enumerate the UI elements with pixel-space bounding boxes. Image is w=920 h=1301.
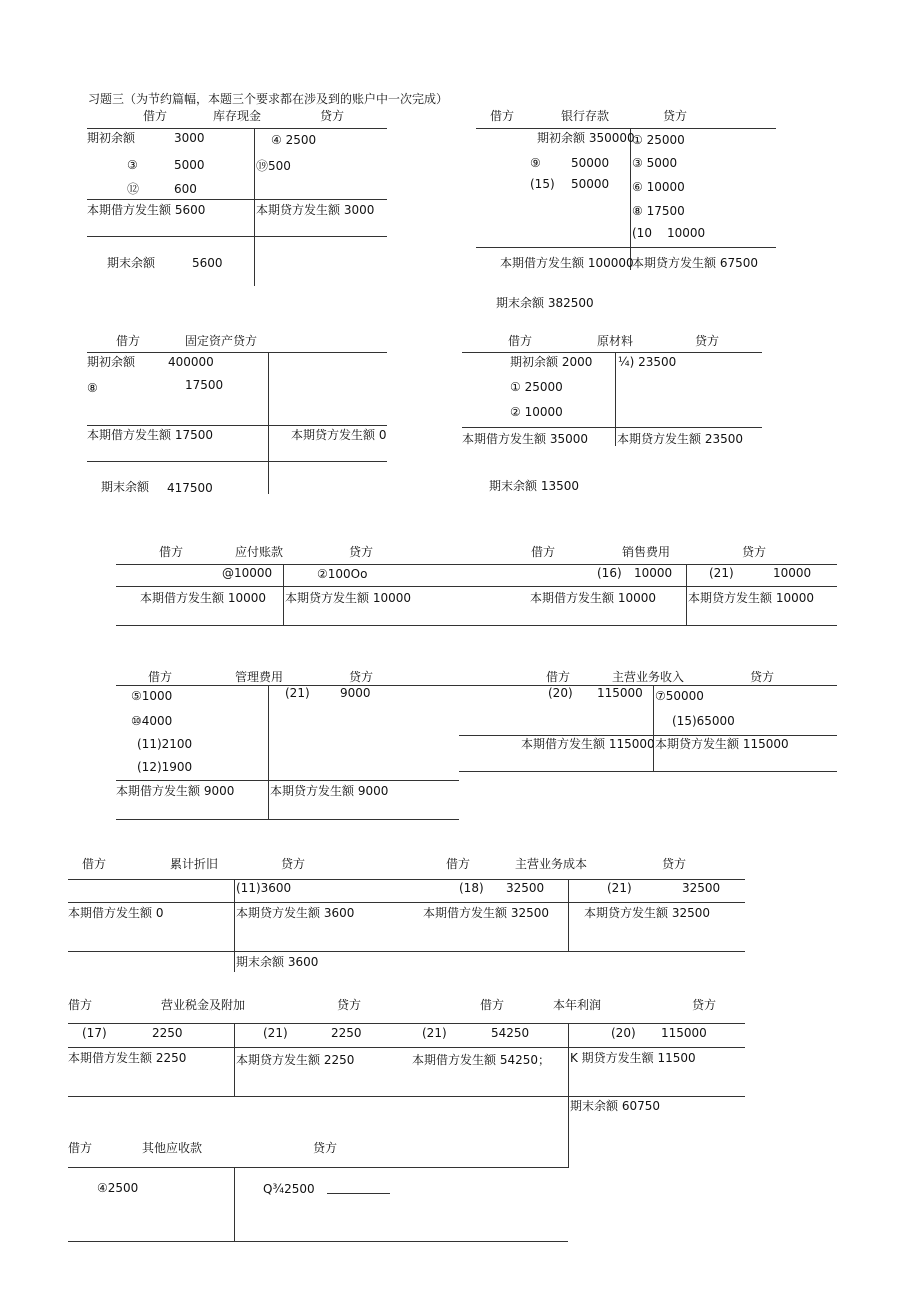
ending-balance-value: 417500 (167, 481, 213, 495)
debit-total: 本期借方发生额 32500 (423, 906, 549, 920)
totals-line (87, 199, 387, 200)
credit-header: 贷方 (695, 334, 720, 348)
totals-line (116, 780, 459, 781)
t-account-divider (630, 128, 631, 270)
credit-header: 贷方 (281, 857, 306, 871)
debit-entry-mark: ⑨ (530, 156, 541, 170)
credit-entry-value: 9000 (340, 686, 371, 700)
debit-header: 借方 (508, 334, 533, 348)
debit-entry-mark: (20) (548, 686, 573, 700)
credit-total: 本期贷方发生额 3000 (256, 203, 375, 217)
debit-header: 借方 (446, 857, 471, 871)
debit-total: 本期借方发生额 35000 (462, 432, 588, 446)
ending-balance-label: 期末余额 (107, 256, 156, 270)
credit-entry: ④ 2500 (271, 133, 317, 147)
debit-total: 本期借方发生额 100000 (500, 256, 634, 270)
credit-entry-mark: (21) (285, 686, 310, 700)
credit-header: 贷方 (750, 670, 775, 684)
debit-total: 本期借方发生额 9000 (116, 784, 235, 798)
account-name: 银行存款 (561, 109, 610, 123)
account-name: 原材料 (597, 334, 634, 348)
balance-line (87, 236, 387, 237)
t-account-top-line (68, 1023, 408, 1024)
credit-header: 贷方 (692, 998, 717, 1012)
credit-header: 贷方 (663, 109, 688, 123)
t-account-divider (615, 352, 616, 446)
debit-header: 借方 (116, 334, 141, 348)
t-account-top-line (462, 352, 762, 353)
credit-total: 本期贷方发生额 2250 (236, 1053, 355, 1067)
debit-total: 本期借方发生额 17500 (87, 428, 213, 442)
t-account-divider (234, 879, 235, 972)
ending-balance: 期末余额 13500 (489, 479, 579, 493)
debit-entry: ⑩4000 (131, 714, 173, 728)
t-account-top-line (68, 879, 418, 880)
debit-entry-mark: ③ (127, 158, 138, 172)
t-account-divider (268, 685, 269, 819)
credit-total: 本期贷方发生额 10000 (285, 591, 411, 605)
bottom-line (459, 771, 837, 772)
credit-total: 本期贷方发生额 23500 (617, 432, 743, 446)
debit-header: 借方 (143, 109, 168, 123)
bottom-line (519, 625, 837, 626)
credit-entry: ¼) 23500 (618, 355, 677, 369)
credit-total: K 期贷方发生额 11500 (570, 1051, 696, 1065)
totals-line (408, 1047, 745, 1048)
bottom-line (68, 1241, 568, 1242)
page-title: 习题三（为节约篇幅，本题三个要求都在涉及到的账户中一次完成） (88, 92, 449, 106)
credit-header: 贷方 (320, 109, 345, 123)
t-account-divider (268, 352, 269, 494)
ending-balance-label: 期末余额 (101, 480, 150, 494)
credit-header: 贷方 (742, 545, 767, 559)
credit-entry-value: 115000 (661, 1026, 707, 1040)
debit-header: 借方 (148, 670, 173, 684)
debit-entry-mark: ⑫ (127, 182, 140, 196)
debit-entry-mark: (17) (82, 1026, 107, 1040)
t-account-top-line (87, 128, 387, 129)
t-account-divider (234, 1167, 235, 1241)
debit-entry-value: 17500 (185, 378, 224, 392)
debit-header: 借方 (546, 670, 571, 684)
credit-header: 贷方 (349, 545, 374, 559)
credit-total: 本期贷方发生额 3600 (236, 906, 355, 920)
debit-entry-value: 2250 (152, 1026, 183, 1040)
debit-entry-value: 600 (174, 182, 197, 196)
debit-entry-value: 32500 (506, 881, 545, 895)
credit-entry-mark: (20) (611, 1026, 636, 1040)
totals-line (68, 902, 418, 903)
t-account-divider (653, 685, 654, 771)
debit-entry-value: 54250 (491, 1026, 530, 1040)
credit-total: 本期贷方发生额 10000 (688, 591, 814, 605)
bottom-line (418, 951, 745, 952)
debit-header: 借方 (68, 998, 93, 1012)
debit-entry: @10000 (222, 566, 273, 580)
totals-line (418, 902, 745, 903)
t-account-top-line (408, 1023, 745, 1024)
t-account-divider (234, 1023, 235, 1096)
totals-line (462, 427, 762, 428)
credit-entry-mark: (21) (709, 566, 734, 580)
opening-balance-label: 期初余额 (87, 355, 136, 369)
totals-line (459, 735, 837, 736)
credit-total: 本期贷方发生额 0 (291, 428, 387, 442)
debit-total: 本期借方发生额 54250； (412, 1053, 550, 1067)
credit-entry: ②100Oo (317, 567, 368, 581)
debit-entry-mark: (21) (422, 1026, 447, 1040)
credit-entry: ⑥ 10000 (632, 180, 685, 194)
debit-entry: (12)1900 (137, 760, 193, 774)
account-name: 库存现金 (213, 109, 262, 123)
bottom-line (68, 951, 418, 952)
credit-header: 贷方 (662, 857, 687, 871)
opening-balance: 期初余额 350000 (537, 131, 635, 145)
t-account-top-line (116, 564, 519, 565)
t-account-top-line (87, 352, 387, 353)
opening-balance: 期初余额 2000 (510, 355, 593, 369)
totals-line (116, 586, 519, 587)
totals-line (68, 1047, 408, 1048)
debit-entry: (11)2100 (137, 737, 193, 751)
debit-total: 本期借方发生额 10000 (530, 591, 656, 605)
account-name: 本年利润 (553, 998, 602, 1012)
debit-entry: ⑤1000 (131, 689, 173, 703)
credit-entry-mark: (10 (632, 226, 652, 240)
account-name: 固定资产贷方 (185, 334, 258, 348)
debit-header: 借方 (480, 998, 505, 1012)
credit-entry: ⑲500 (256, 159, 291, 173)
account-name: 主营业务成本 (515, 857, 588, 871)
debit-total: 本期借方发生额 0 (68, 906, 164, 920)
account-name: 主营业务收入 (612, 670, 685, 684)
bottom-line (116, 625, 519, 626)
t-account-top-line (459, 685, 837, 686)
opening-balance-value: 400000 (168, 355, 214, 369)
credit-total: 本期贷方发生额 115000 (655, 737, 789, 751)
t-account-divider (254, 128, 255, 286)
debit-entry-mark: (18) (459, 881, 484, 895)
debit-entry-mark: (16) (597, 566, 622, 580)
credit-total: 本期贷方发生额 67500 (632, 256, 758, 270)
bottom-line (116, 819, 459, 820)
account-name: 管理费用 (235, 670, 284, 684)
ending-balance-value: 5600 (192, 256, 223, 270)
debit-total: 本期借方发生额 5600 (87, 203, 206, 217)
credit-entry: ③ 5000 (632, 156, 678, 170)
credit-entry: (11)3600 (236, 881, 292, 895)
ending-balance: 期末余额 60750 (570, 1099, 660, 1113)
debit-entry-value: 10000 (634, 566, 673, 580)
ending-balance: 期末余额 382500 (496, 296, 594, 310)
t-account-top-line (519, 564, 837, 565)
credit-entry-value: 2250 (331, 1026, 362, 1040)
credit-entry-value: 10000 (773, 566, 812, 580)
debit-entry: ① 25000 (510, 380, 563, 394)
underline (327, 1193, 390, 1194)
t-account-divider (283, 564, 284, 625)
debit-header: 借方 (490, 109, 515, 123)
credit-entry-value: 10000 (667, 226, 706, 240)
debit-entry-value: 115000 (597, 686, 643, 700)
credit-entry-mark: (21) (607, 881, 632, 895)
totals-line (519, 586, 837, 587)
debit-entry-value: 5000 (174, 158, 205, 172)
credit-entry: (15)65000 (672, 714, 735, 728)
bottom-line (408, 1096, 745, 1097)
credit-entry: ⑦50000 (655, 689, 704, 703)
debit-header: 借方 (531, 545, 556, 559)
t-account-top-line (68, 1167, 568, 1168)
debit-header: 借方 (82, 857, 107, 871)
debit-header: 借方 (159, 545, 184, 559)
account-name: 营业税金及附加 (161, 998, 246, 1012)
credit-header: 贷方 (313, 1141, 338, 1155)
debit-total: 本期借方发生额 2250 (68, 1051, 187, 1065)
account-name: 其他应收款 (142, 1141, 203, 1155)
t-account-divider (568, 879, 569, 951)
credit-total: 本期贷方发生额 9000 (270, 784, 389, 798)
t-account-top-line (418, 879, 745, 880)
credit-entry-value: 32500 (682, 881, 721, 895)
account-name: 累计折旧 (170, 857, 219, 871)
opening-balance-label: 期初余额 (87, 131, 136, 145)
opening-balance-value: 3000 (174, 131, 205, 145)
debit-entry-value: 50000 (571, 177, 610, 191)
debit-total: 本期借方发生额 115000 (521, 737, 655, 751)
ending-balance: 期末余额 3600 (236, 955, 319, 969)
totals-line (476, 247, 776, 248)
credit-entry-mark: (21) (263, 1026, 288, 1040)
debit-total: 本期借方发生额 10000 (140, 591, 266, 605)
credit-header: 贷方 (349, 670, 374, 684)
balance-line (87, 461, 387, 462)
debit-entry: ④2500 (97, 1181, 139, 1195)
debit-entry: ② 10000 (510, 405, 563, 419)
debit-entry-mark: ⑧ (87, 381, 98, 395)
t-account-divider (686, 564, 687, 625)
account-name: 应付账款 (235, 545, 284, 559)
debit-header: 借方 (68, 1141, 93, 1155)
credit-entry: ① 25000 (632, 133, 685, 147)
debit-entry-mark: (15) (530, 177, 555, 191)
totals-line (87, 425, 387, 426)
credit-total: 本期贷方发生额 32500 (584, 906, 710, 920)
debit-entry-value: 50000 (571, 156, 610, 170)
account-name: 销售费用 (622, 545, 671, 559)
bottom-line (68, 1096, 408, 1097)
credit-entry: ⑧ 17500 (632, 204, 685, 218)
credit-entry: Q¾2500 (263, 1182, 315, 1196)
t-account-top-line (476, 128, 776, 129)
credit-header: 贷方 (337, 998, 362, 1012)
